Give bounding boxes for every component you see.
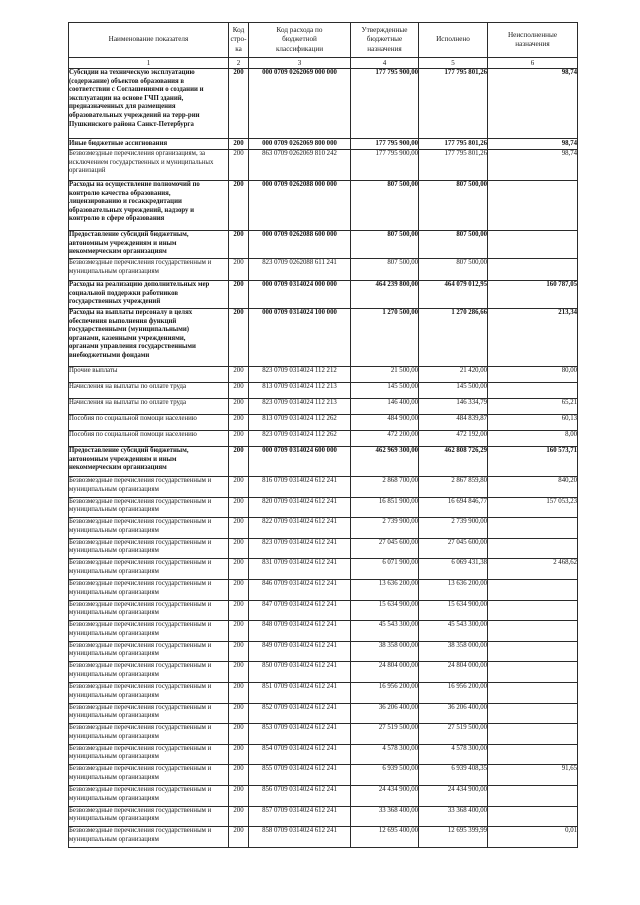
row-expense-code: 850 0709 0314024 612 241 xyxy=(249,662,351,683)
header-unexecuted: Неисполненные назначения xyxy=(488,23,578,58)
row-indicator-name: Безвозмездные перечисления государственным и муниципальным организациям xyxy=(69,497,229,518)
row-indicator-name: Предоставление субсидий бюджетным, автономным учреждениям и иным некоммерческим организациям xyxy=(69,447,229,477)
row-unexecuted: 80,00 xyxy=(488,367,578,383)
row-expense-code: 851 0709 0314024 612 241 xyxy=(249,682,351,703)
row-approved: 1 270 500,00 xyxy=(351,309,419,367)
row-unexecuted xyxy=(488,621,578,642)
row-indicator-name: Безвозмездные перечисления государственным и муниципальным организациям xyxy=(69,662,229,683)
row-line-code: 200 xyxy=(229,744,249,765)
row-indicator-name: Безвозмездные перечисления государственным и муниципальным организациям xyxy=(69,703,229,724)
row-indicator-name: Расходы на выплаты персоналу в целях обеспечения выполнения функций государственными (муниципальными) органами, казенными учреждениями, органами управления государственными внебюджетными фондами xyxy=(69,309,229,367)
table-row xyxy=(69,827,578,848)
row-executed: 177 795 801,26 xyxy=(419,139,488,150)
row-unexecuted xyxy=(488,785,578,806)
row-expense-code: 849 0709 0314024 612 241 xyxy=(249,641,351,662)
row-approved: 33 368 400,00 xyxy=(351,806,419,827)
row-indicator-name: Безвозмездные перечисления государственным и муниципальным организациям xyxy=(69,827,229,848)
row-line-code: 200 xyxy=(229,538,249,559)
row-expense-code: 823 0709 0314024 112 212 xyxy=(249,367,351,383)
row-expense-code: 813 0709 0314024 112 213 xyxy=(249,383,351,399)
row-executed: 1 270 286,66 xyxy=(419,309,488,367)
row-indicator-name: Безвозмездные перечисления организациям, за исключением государственных и муниципальных организаций xyxy=(69,150,229,181)
row-line-code: 200 xyxy=(229,497,249,518)
row-executed: 464 079 012,95 xyxy=(419,281,488,309)
row-indicator-name: Иные бюджетные ассигнования xyxy=(69,139,229,150)
row-expense-code: 847 0709 0314024 612 241 xyxy=(249,600,351,621)
row-indicator-name: Безвозмездные перечисления государственным и муниципальным организациям xyxy=(69,518,229,539)
row-line-code: 200 xyxy=(229,559,249,580)
budget-execution-table xyxy=(68,22,578,848)
row-executed: 462 808 726,29 xyxy=(419,447,488,477)
row-approved: 6 071 900,00 xyxy=(351,559,419,580)
row-approved: 15 634 900,00 xyxy=(351,600,419,621)
row-line-code: 200 xyxy=(229,682,249,703)
row-unexecuted: 0,01 xyxy=(488,827,578,848)
row-line-code: 200 xyxy=(229,399,249,415)
row-indicator-name: Безвозмездные перечисления государственным и муниципальным организациям xyxy=(69,538,229,559)
table-row xyxy=(69,703,578,724)
row-unexecuted xyxy=(488,600,578,621)
row-executed: 472 192,00 xyxy=(419,431,488,447)
row-unexecuted: 60,13 xyxy=(488,415,578,431)
row-executed: 16 694 846,77 xyxy=(419,497,488,518)
row-approved: 27 519 500,00 xyxy=(351,724,419,745)
row-expense-code: 000 0709 0262088 000 000 xyxy=(249,181,351,231)
row-indicator-name: Прочие выплаты xyxy=(69,367,229,383)
row-approved: 146 400,00 xyxy=(351,399,419,415)
row-indicator-name: Пособия по социальной помощи населению xyxy=(69,431,229,447)
row-indicator-name: Безвозмездные перечисления государственным и муниципальным организациям xyxy=(69,641,229,662)
row-line-code: 200 xyxy=(229,621,249,642)
row-approved: 462 969 300,00 xyxy=(351,447,419,477)
table-row xyxy=(69,259,578,281)
row-executed: 6 069 431,38 xyxy=(419,559,488,580)
row-expense-code: 000 0709 0262069 800 000 xyxy=(249,139,351,150)
row-executed: 177 795 801,26 xyxy=(419,69,488,139)
row-expense-code: 858 0709 0314024 612 241 xyxy=(249,827,351,848)
row-indicator-name: Безвозмездные перечисления государственным и муниципальным организациям xyxy=(69,259,229,281)
row-approved: 807 500,00 xyxy=(351,181,419,231)
row-indicator-name: Безвозмездные перечисления государственным и муниципальным организациям xyxy=(69,559,229,580)
table-row xyxy=(69,181,578,231)
row-executed: 13 636 200,00 xyxy=(419,579,488,600)
row-expense-code: 823 0709 0314024 112 213 xyxy=(249,399,351,415)
row-line-code: 200 xyxy=(229,415,249,431)
row-indicator-name: Безвозмездные перечисления государственным и муниципальным организациям xyxy=(69,621,229,642)
row-expense-code: 852 0709 0314024 612 241 xyxy=(249,703,351,724)
table-row xyxy=(69,415,578,431)
row-unexecuted xyxy=(488,231,578,259)
table-row xyxy=(69,497,578,518)
row-approved: 807 500,00 xyxy=(351,259,419,281)
row-approved: 38 358 000,00 xyxy=(351,641,419,662)
row-unexecuted xyxy=(488,181,578,231)
row-line-code: 200 xyxy=(229,281,249,309)
table-body xyxy=(69,69,578,848)
header-approved: Утвержденные бюджетные назначения xyxy=(351,23,419,58)
row-executed: 177 795 801,26 xyxy=(419,150,488,181)
table-row xyxy=(69,309,578,367)
row-unexecuted xyxy=(488,641,578,662)
row-indicator-name: Начисления на выплаты по оплате труда xyxy=(69,399,229,415)
row-executed: 2 867 859,80 xyxy=(419,477,488,498)
table-row xyxy=(69,724,578,745)
table-row xyxy=(69,367,578,383)
row-approved: 13 636 200,00 xyxy=(351,579,419,600)
row-executed: 807 500,00 xyxy=(419,259,488,281)
row-indicator-name: Пособия по социальной помощи населению xyxy=(69,415,229,431)
row-approved: 2 868 700,00 xyxy=(351,477,419,498)
row-unexecuted xyxy=(488,703,578,724)
row-unexecuted xyxy=(488,682,578,703)
row-executed: 27 045 600,00 xyxy=(419,538,488,559)
row-line-code: 200 xyxy=(229,477,249,498)
row-line-code: 200 xyxy=(229,827,249,848)
row-unexecuted xyxy=(488,518,578,539)
table-row xyxy=(69,399,578,415)
row-unexecuted: 840,20 xyxy=(488,477,578,498)
row-expense-code: 846 0709 0314024 612 241 xyxy=(249,579,351,600)
row-line-code: 200 xyxy=(229,724,249,745)
row-unexecuted xyxy=(488,259,578,281)
row-executed: 24 434 900,00 xyxy=(419,785,488,806)
table-row xyxy=(69,641,578,662)
table-row xyxy=(69,765,578,786)
row-approved: 45 543 300,00 xyxy=(351,621,419,642)
row-expense-code: 000 0709 0262069 000 000 xyxy=(249,69,351,139)
row-line-code: 200 xyxy=(229,447,249,477)
table-row xyxy=(69,383,578,399)
row-expense-code: 000 0709 0314024 600 000 xyxy=(249,447,351,477)
row-executed: 4 578 300,00 xyxy=(419,744,488,765)
row-executed: 146 334,79 xyxy=(419,399,488,415)
column-number: 4 xyxy=(351,58,419,69)
row-approved: 27 045 600,00 xyxy=(351,538,419,559)
header-executed: Исполнено xyxy=(419,23,488,58)
row-approved: 2 739 900,00 xyxy=(351,518,419,539)
column-number: 5 xyxy=(419,58,488,69)
row-line-code: 200 xyxy=(229,150,249,181)
row-approved: 21 500,00 xyxy=(351,367,419,383)
row-indicator-name: Начисления на выплаты по оплате труда xyxy=(69,383,229,399)
row-expense-code: 000 0709 0314024 000 000 xyxy=(249,281,351,309)
column-number: 2 xyxy=(229,58,249,69)
row-indicator-name: Безвозмездные перечисления государственным и муниципальным организациям xyxy=(69,744,229,765)
row-expense-code: 813 0709 0314024 112 262 xyxy=(249,415,351,431)
row-approved: 145 500,00 xyxy=(351,383,419,399)
row-unexecuted xyxy=(488,579,578,600)
row-approved: 36 206 400,00 xyxy=(351,703,419,724)
row-expense-code: 848 0709 0314024 612 241 xyxy=(249,621,351,642)
row-expense-code: 816 0709 0314024 612 241 xyxy=(249,477,351,498)
row-approved: 24 804 000,00 xyxy=(351,662,419,683)
row-indicator-name: Расходы на реализацию дополнительных мер социальной поддержки работников государственных учреждений xyxy=(69,281,229,309)
row-line-code: 200 xyxy=(229,785,249,806)
row-line-code: 200 xyxy=(229,703,249,724)
row-expense-code: 831 0709 0314024 612 241 xyxy=(249,559,351,580)
row-expense-code: 000 0709 0314024 100 000 xyxy=(249,309,351,367)
row-executed: 24 804 000,00 xyxy=(419,662,488,683)
row-executed: 807 500,00 xyxy=(419,181,488,231)
row-expense-code: 856 0709 0314024 612 241 xyxy=(249,785,351,806)
row-line-code: 200 xyxy=(229,579,249,600)
row-executed: 33 368 400,00 xyxy=(419,806,488,827)
table-row xyxy=(69,518,578,539)
table-row xyxy=(69,538,578,559)
row-unexecuted: 98,74 xyxy=(488,150,578,181)
header-line-code: Код стро- ка xyxy=(229,23,249,58)
row-expense-code: 820 0709 0314024 612 241 xyxy=(249,497,351,518)
row-indicator-name: Безвозмездные перечисления государственным и муниципальным организациям xyxy=(69,682,229,703)
table-row xyxy=(69,806,578,827)
row-approved: 177 795 900,00 xyxy=(351,150,419,181)
row-indicator-name: Безвозмездные перечисления государственным и муниципальным организациям xyxy=(69,785,229,806)
row-approved: 807 500,00 xyxy=(351,231,419,259)
row-unexecuted: 65,21 xyxy=(488,399,578,415)
row-executed: 12 695 399,99 xyxy=(419,827,488,848)
row-approved: 24 434 900,00 xyxy=(351,785,419,806)
row-executed: 2 739 900,00 xyxy=(419,518,488,539)
row-line-code: 200 xyxy=(229,367,249,383)
row-approved: 464 239 800,00 xyxy=(351,281,419,309)
row-line-code: 200 xyxy=(229,383,249,399)
row-expense-code: 854 0709 0314024 612 241 xyxy=(249,744,351,765)
row-expense-code: 822 0709 0314024 612 241 xyxy=(249,518,351,539)
row-unexecuted: 157 053,23 xyxy=(488,497,578,518)
table-row xyxy=(69,600,578,621)
row-line-code: 200 xyxy=(229,309,249,367)
table-row xyxy=(69,447,578,477)
row-unexecuted xyxy=(488,724,578,745)
row-line-code: 200 xyxy=(229,600,249,621)
row-unexecuted: 98,74 xyxy=(488,139,578,150)
row-indicator-name: Расходы на осуществление полномочий по контролю качества образования, лицензированию и госаккредитации образовательных учреждений, надзору и контролю в сфере образования xyxy=(69,181,229,231)
row-indicator-name: Безвозмездные перечисления государственным и муниципальным организациям xyxy=(69,477,229,498)
row-line-code: 200 xyxy=(229,231,249,259)
table-row xyxy=(69,559,578,580)
row-executed: 6 939 408,35 xyxy=(419,765,488,786)
column-number-row xyxy=(69,58,578,69)
row-approved: 4 578 300,00 xyxy=(351,744,419,765)
table-row xyxy=(69,621,578,642)
row-expense-code: 000 0709 0262088 600 000 xyxy=(249,231,351,259)
row-expense-code: 823 0709 0262088 611 241 xyxy=(249,259,351,281)
row-expense-code: 823 0709 0314024 112 262 xyxy=(249,431,351,447)
row-indicator-name: Безвозмездные перечисления государственным и муниципальным организациям xyxy=(69,579,229,600)
row-approved: 472 200,00 xyxy=(351,431,419,447)
row-expense-code: 863 0709 0262069 810 242 xyxy=(249,150,351,181)
row-indicator-name: Безвозмездные перечисления государственным и муниципальным организациям xyxy=(69,724,229,745)
header-indicator-name: Наименование показателя xyxy=(69,23,229,58)
row-expense-code: 823 0709 0314024 612 241 xyxy=(249,538,351,559)
column-number: 3 xyxy=(249,58,351,69)
row-line-code: 200 xyxy=(229,181,249,231)
row-line-code: 200 xyxy=(229,139,249,150)
header-expense-code: Код расхода по бюджетной классификации xyxy=(249,23,351,58)
row-approved: 484 900,00 xyxy=(351,415,419,431)
row-executed: 27 519 500,00 xyxy=(419,724,488,745)
row-executed: 45 543 300,00 xyxy=(419,621,488,642)
row-line-code: 200 xyxy=(229,662,249,683)
row-executed: 807 500,00 xyxy=(419,231,488,259)
row-executed: 36 206 400,00 xyxy=(419,703,488,724)
row-line-code: 200 xyxy=(229,518,249,539)
table-row xyxy=(69,744,578,765)
row-expense-code: 853 0709 0314024 612 241 xyxy=(249,724,351,745)
table-row xyxy=(69,785,578,806)
row-unexecuted: 160 787,05 xyxy=(488,281,578,309)
row-executed: 21 420,00 xyxy=(419,367,488,383)
row-executed: 16 956 200,00 xyxy=(419,682,488,703)
row-approved: 6 939 500,00 xyxy=(351,765,419,786)
row-executed: 15 634 900,00 xyxy=(419,600,488,621)
row-indicator-name: Безвозмездные перечисления государственным и муниципальным организациям xyxy=(69,600,229,621)
row-line-code: 200 xyxy=(229,641,249,662)
table-row xyxy=(69,682,578,703)
table-row xyxy=(69,281,578,309)
row-unexecuted: 91,65 xyxy=(488,765,578,786)
table-row xyxy=(69,431,578,447)
column-number: 1 xyxy=(69,58,229,69)
row-expense-code: 855 0709 0314024 612 241 xyxy=(249,765,351,786)
row-indicator-name: Субсидии на техническую эксплуатацию (содержание) объектов образования в соответствии с Соглашениями о создании и эксплуатации на основе ГЧП зданий, предназначенных для размещения образовательных учреждений на терр-рии Пушкинского района Санкт-Петербурга xyxy=(69,69,229,139)
table-row xyxy=(69,231,578,259)
row-unexecuted xyxy=(488,538,578,559)
row-line-code: 200 xyxy=(229,431,249,447)
row-unexecuted: 160 573,71 xyxy=(488,447,578,477)
row-unexecuted: 98,74 xyxy=(488,69,578,139)
header-row xyxy=(69,23,578,58)
table-row xyxy=(69,139,578,150)
row-unexecuted xyxy=(488,662,578,683)
table-row xyxy=(69,150,578,181)
row-approved: 177 795 900,00 xyxy=(351,139,419,150)
row-approved: 16 956 200,00 xyxy=(351,682,419,703)
row-unexecuted: 8,00 xyxy=(488,431,578,447)
table-row xyxy=(69,662,578,683)
row-line-code: 200 xyxy=(229,765,249,786)
table-row xyxy=(69,477,578,498)
row-line-code: 200 xyxy=(229,69,249,139)
row-line-code: 200 xyxy=(229,806,249,827)
row-approved: 12 695 400,00 xyxy=(351,827,419,848)
column-number: 6 xyxy=(488,58,578,69)
row-unexecuted xyxy=(488,383,578,399)
row-unexecuted xyxy=(488,806,578,827)
row-indicator-name: Предоставление субсидий бюджетным, автономным учреждениям и иным некоммерческим организациям xyxy=(69,231,229,259)
row-approved: 177 795 900,00 xyxy=(351,69,419,139)
row-unexecuted: 2 468,62 xyxy=(488,559,578,580)
row-executed: 484 839,87 xyxy=(419,415,488,431)
row-line-code: 200 xyxy=(229,259,249,281)
row-executed: 38 358 000,00 xyxy=(419,641,488,662)
row-indicator-name: Безвозмездные перечисления государственным и муниципальным организациям xyxy=(69,765,229,786)
row-executed: 145 500,00 xyxy=(419,383,488,399)
table-row xyxy=(69,579,578,600)
row-approved: 16 851 900,00 xyxy=(351,497,419,518)
row-unexecuted xyxy=(488,744,578,765)
row-unexecuted: 213,34 xyxy=(488,309,578,367)
row-expense-code: 857 0709 0314024 612 241 xyxy=(249,806,351,827)
table-row xyxy=(69,69,578,139)
row-indicator-name: Безвозмездные перечисления государственным и муниципальным организациям xyxy=(69,806,229,827)
